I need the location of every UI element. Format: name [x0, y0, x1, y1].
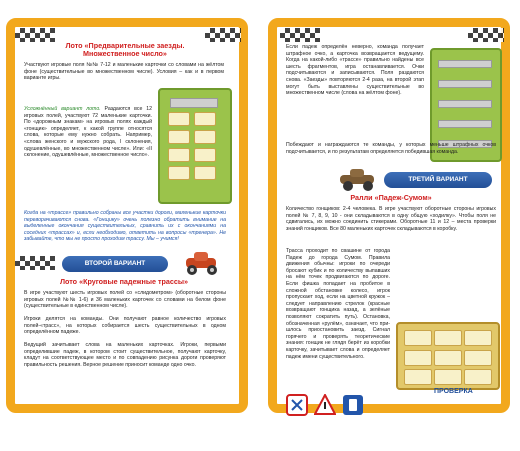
- fuel-sign-icon: [342, 394, 364, 416]
- check-board-image: [396, 322, 500, 390]
- rules-paragraph: Трасса проходит по свашине от города Падеж до города Сумом. Правила движения обычны: игроки по очереди бросают кубик и по количеству выпавших на нём точек продвигаются по дороге. Если фишка попадает на пробитое в сложной обстановке колесо, игрок пропускает ход, если на цветной кружок – следует направлению стрелок (красные возвращают гонщика назад, а зелёные позволяют сократить путь). Остановка, обозначенная «рулём», означает, что при-шлось приостановить заезд. Сигнал горячего и проверять теоретические знания: гонщик не глядя берёт из коробки карточку, зачитывает слова и определяет падеж имени существительного.: [286, 248, 390, 360]
- checker-decoration: [15, 256, 55, 270]
- variant-3-banner: ТРЕТИЙ ВАРИАНТ: [384, 172, 492, 188]
- repair-sign-icon: [286, 394, 308, 416]
- game-board-image: [158, 88, 232, 204]
- rules-paragraph: Побеждают и награждаются те команды, у которых меньше штрафных очков подсчитывается, и по результатам определяется победившая команда.: [286, 142, 496, 155]
- rally-title: Ралли «Падеж-Сумом»: [350, 193, 432, 202]
- checker-decoration: [468, 28, 504, 42]
- retro-car-icon: [180, 250, 226, 276]
- title-line: Множественное число»: [83, 49, 167, 58]
- checker-decoration: [280, 28, 320, 42]
- rules-paragraph: Участвуют игровые поля №№ 7-12 и маленькие карточки со словами на жёлтом фоне (существительные во множественном числе). Условия – как и в первом варианте игры.: [24, 62, 224, 82]
- check-label: ПРОВЕРКА: [434, 388, 473, 395]
- note-paragraph: Когда на «трассе» правильно собраны все участки дороги, маленькие карточки переворачиваются снова. «Гонщику» очень полезно обратить внимание на выделенные окончания существительных, сравнить их с окончаниями на соседних «трассах» и, если необходимо, ответить на вопросы «тренера». Не забывайте, что мы не просто проходим трассу. Мы – учимся!: [24, 210, 226, 243]
- body-text: Раздаются все 12 игровых полей, участвуют 72 маленькие карточки. По «дорожным знакам» на игровых полях каждый «гонщик» определяет, к какой группе относятся слова, которые ему нужно собрать. Например, «слова женского и мужского рода, I склонения, одушевлённые, во множественном числе». Или: «II склонение, одушевлённые, множественное число».: [24, 106, 152, 159]
- checker-decoration: [205, 28, 241, 42]
- lead-text: Усложнённый вариант лото.: [24, 106, 101, 112]
- checker-decoration: [15, 28, 55, 42]
- variant-2-banner: ВТОРОЙ ВАРИАНТ: [62, 256, 168, 272]
- title-line: Лото «Предварительные заезды.: [65, 41, 185, 50]
- rules-paragraph: Количество гонщиков: 2-4 человека. В игре участвуют оборотные стороны игровых полей № 7, 8, 9, 10 - они складываются в одну общую «ходилку». Чтобы поля не сдвигались, их можно соединить стикерами. Оборотные 11 и 12 – места проверки знаний гонщиков. Все 80 маленьких карточек складываются в коробку.: [286, 206, 496, 232]
- race-car-icon: [336, 166, 382, 192]
- rules-paragraph: Ведущий зачитывает слова на маленьких карточках. Игроки, первыми определившие падеж, в котором стоит существительное, получают карточку, кладут на соответствующее место и по совпадению рисунка дороги проверяют правильность решения. Верное решение приносит команде одно очко.: [24, 342, 226, 368]
- rules-paragraph: Игроки делятся на команды. Они получают равное количество игровых полей-«трасс», на которых собирается шесть существительных в одном определённом падеже.: [24, 316, 226, 336]
- rules-paragraph: В игре участвуют шесть игровых полей со «слидометром» (оборотные стороны игровых полей №№ 1-6) и 36 маленьких карточек со словами на белом фоне (существительные в единственном числе).: [24, 290, 226, 310]
- page-title: [30, 42, 220, 58]
- warning-sign-icon: [314, 394, 336, 416]
- lotto-2-title: Лото «Круговые падежные трассы»: [60, 277, 188, 286]
- rules-paragraph: Если падеж определён неверно, команда получает штрафное очко, а карточка возвращается ведущему. Когда на какой-либо «трассе» правильно найдены все шесть фрагментов, игра останавливается. Очки подсчитываются и записываются. Поля раздаются снова. «Заезды» повторяются 2-4 раза, на второй этап могут быть выставлены существительные во множественном числе (слова на жёлтом фоне).: [286, 44, 424, 97]
- rules-paragraph: [24, 106, 152, 159]
